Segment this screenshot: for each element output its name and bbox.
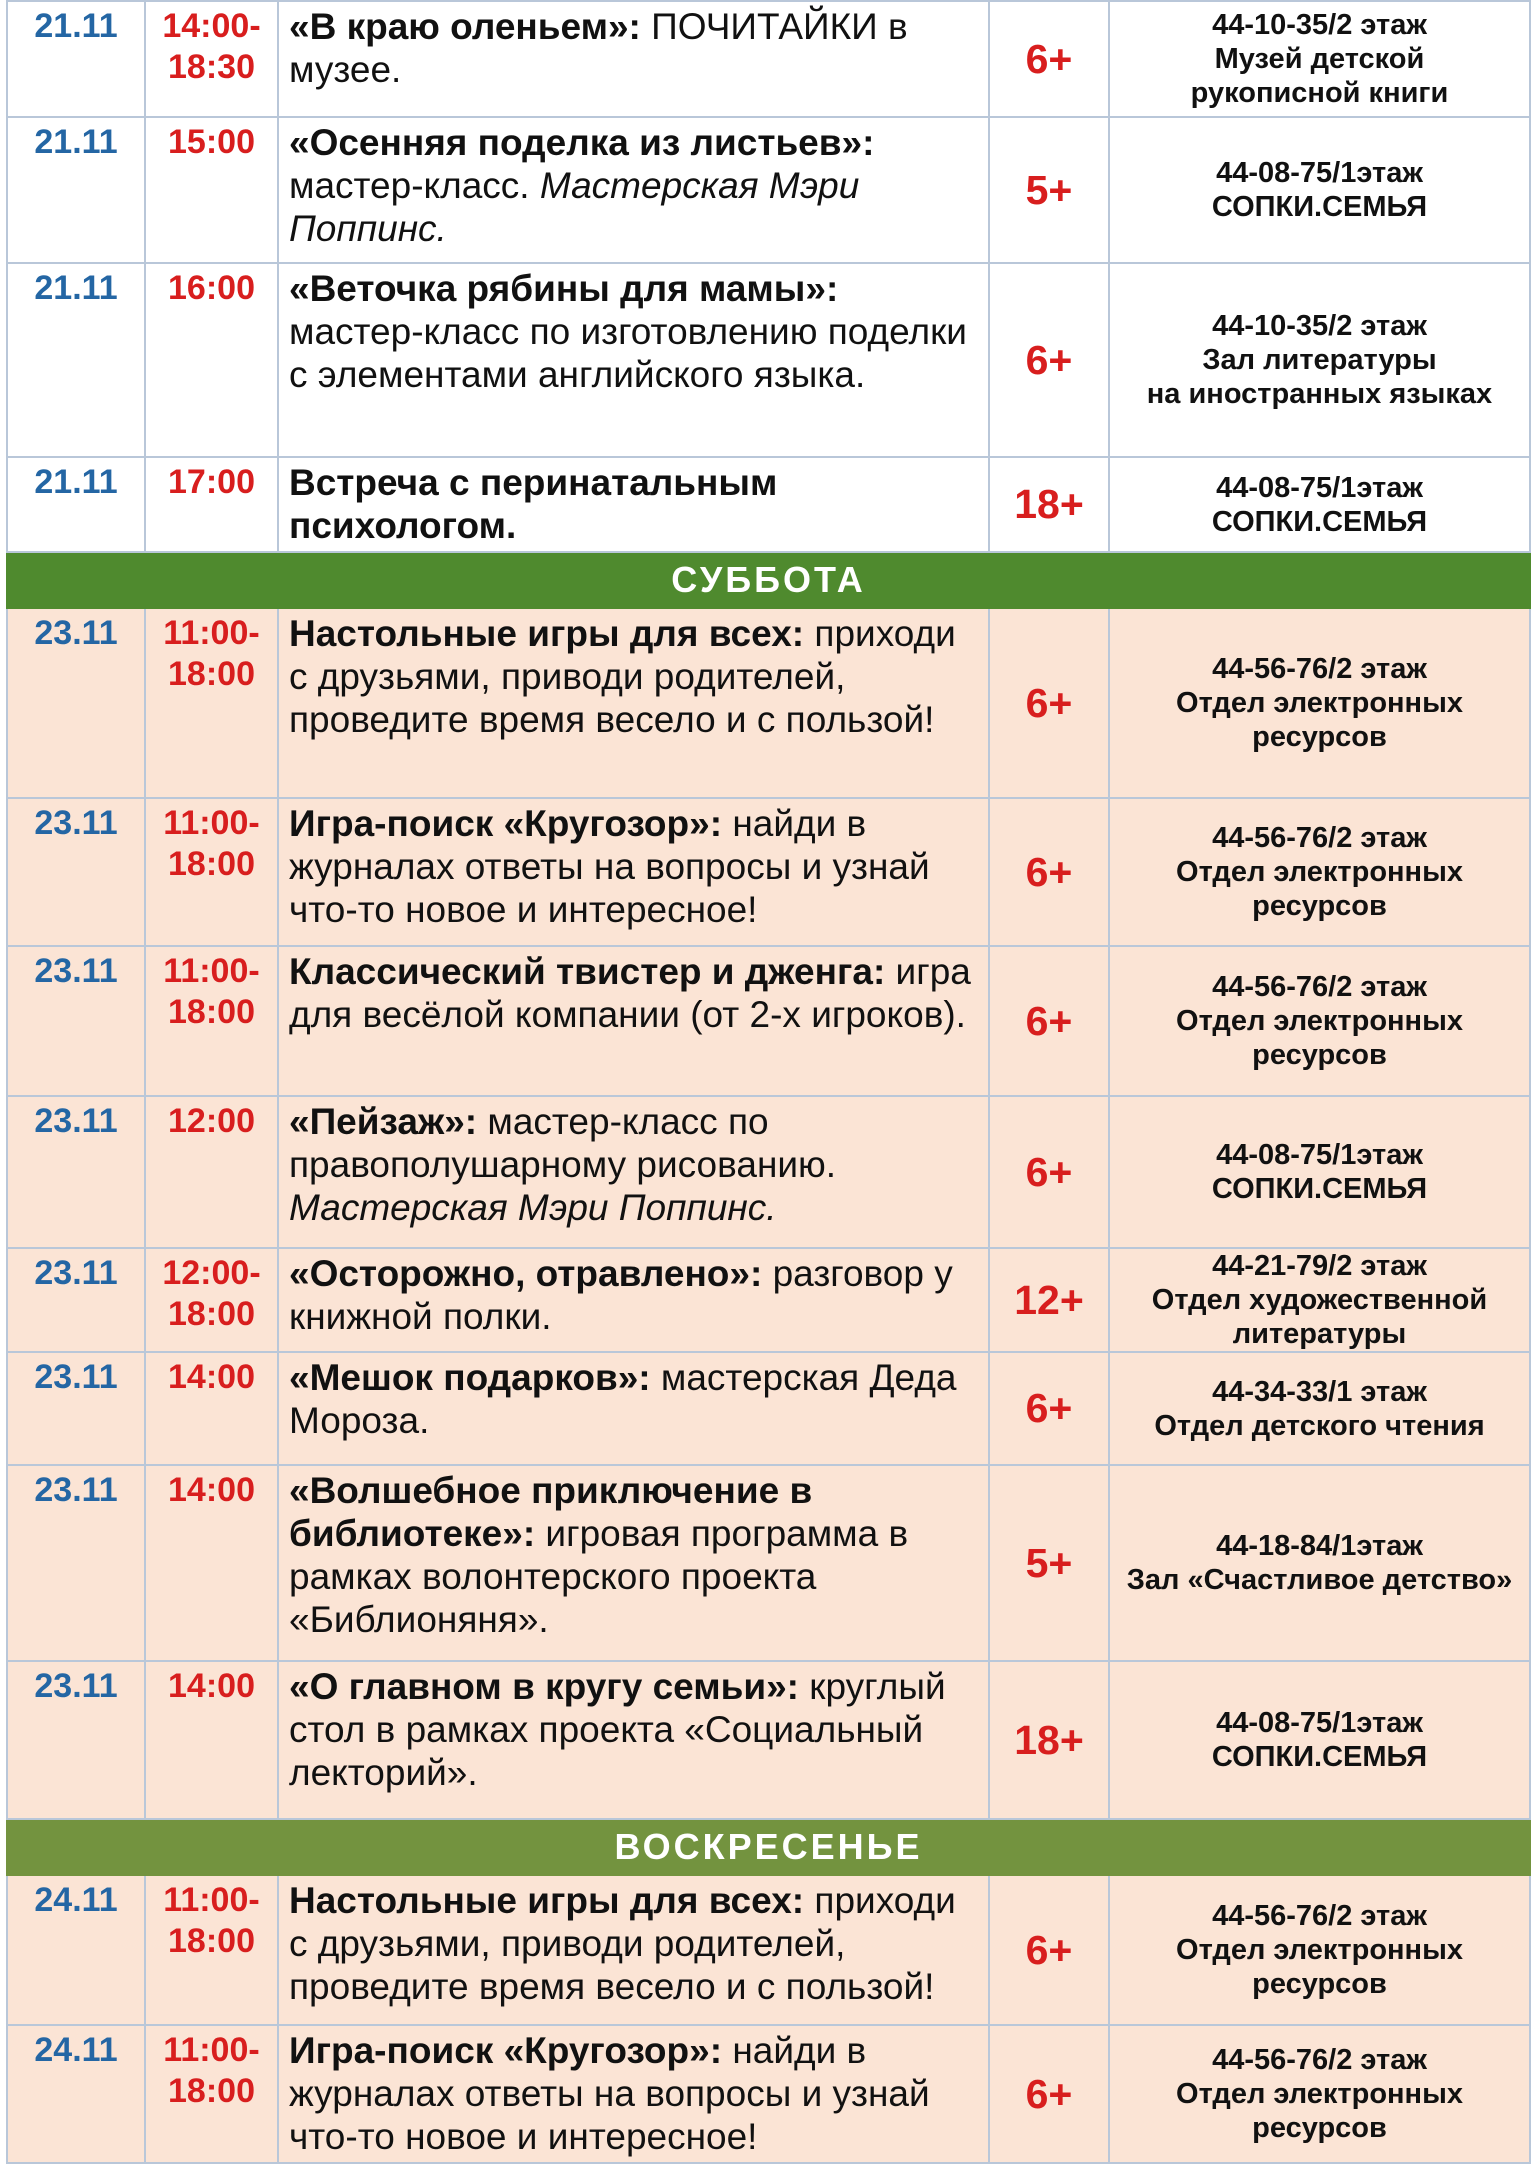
event-time-line: 14:00 — [168, 1471, 255, 1509]
event-row — [7, 457, 1530, 552]
event-row — [7, 946, 1530, 1096]
event-time-line: 11:00- — [163, 1881, 260, 1919]
event-title: Настольные игры для всех: — [289, 1880, 805, 1921]
event-row — [7, 2025, 1530, 2163]
event-text: игра для весёлой компании (от 2-х игроков). — [289, 951, 971, 1035]
location-line: СОПКИ.СЕМЬЯ — [1211, 505, 1428, 538]
event-time — [145, 608, 278, 798]
event-title: Классический твистер и дженга: — [289, 951, 886, 992]
event-time-line: 12:00- — [162, 1254, 261, 1292]
event-time — [145, 1096, 278, 1248]
day-header-sunday-label: ВОСКРЕСЕНЬЕ — [7, 1819, 1530, 1875]
event-date: 21.11 — [7, 117, 145, 263]
event-text: приходи с друзьями, приводи родителей, проведите время весело и с пользой! — [289, 613, 956, 740]
event-location — [1109, 1096, 1530, 1248]
event-description — [278, 1352, 989, 1465]
event-time — [145, 798, 278, 946]
event-text: круглый стол в рамках проекта «Социальный лекторий». — [289, 1666, 946, 1793]
day-header-sunday — [7, 1819, 1530, 1875]
event-time — [145, 1248, 278, 1352]
event-location — [1109, 1875, 1530, 2025]
schedule-page — [6, 0, 1529, 2164]
event-row — [7, 1661, 1530, 1819]
event-row — [7, 117, 1530, 263]
event-time-line: 11:00- — [163, 614, 260, 652]
location-line: Музей детской — [1214, 43, 1425, 75]
location-line: СОПКИ.СЕМЬЯ — [1211, 1741, 1428, 1773]
event-time-line: 14:00- — [162, 7, 261, 45]
event-time-line: 12:00 — [168, 1102, 255, 1140]
event-text: найди в журналах ответы на вопросы и узнай что-то новое и интересное! — [289, 2030, 930, 2157]
event-text: ПОЧИТАЙКИ в музее. — [289, 6, 908, 90]
event-title: Игра-поиск «Кругозор»: — [289, 2030, 723, 2071]
event-date: 23.11 — [7, 1096, 145, 1248]
age-rating: 5+ — [989, 1465, 1109, 1661]
event-text: мастер-класс по правополушарному рисованию. — [289, 1101, 837, 1185]
event-title: «Веточка рябины для мамы»: — [289, 268, 839, 309]
age-rating: 6+ — [989, 798, 1109, 946]
event-description — [278, 1248, 989, 1352]
event-time-line: 11:00- — [163, 804, 260, 842]
event-description — [278, 946, 989, 1096]
event-date: 21.11 — [7, 457, 145, 552]
age-rating: 18+ — [989, 457, 1109, 552]
event-description — [278, 1875, 989, 2025]
event-date: 23.11 — [7, 1661, 145, 1819]
location-line: Отдел электронных — [1176, 856, 1463, 888]
event-location — [1109, 798, 1530, 946]
location-line: 44-56-76/2 этаж — [1212, 971, 1427, 1003]
event-title: Настольные игры для всех: — [289, 613, 805, 654]
event-location — [1109, 608, 1530, 798]
event-description — [278, 1, 989, 117]
location-line: 44-21-79/2 этаж — [1212, 1250, 1427, 1282]
event-title: «Волшебное приключение в библиотеке»: — [289, 1470, 813, 1554]
event-text: мастерская Деда Мороза. — [289, 1357, 957, 1441]
event-date: 24.11 — [7, 2025, 145, 2163]
age-rating: 12+ — [989, 1248, 1109, 1352]
event-time — [145, 117, 278, 263]
location-line: на иностранных языках — [1146, 378, 1493, 410]
location-line: ресурсов — [1252, 2112, 1387, 2144]
event-row — [7, 1875, 1530, 2025]
event-text: мастер-класс. — [289, 165, 540, 206]
event-time-line: 18:30 — [168, 48, 255, 86]
location-line: 44-34-33/1 этаж — [1212, 1375, 1427, 1408]
location-line: ресурсов — [1252, 1968, 1387, 2000]
age-rating: 6+ — [989, 263, 1109, 457]
location-line: 44-56-76/2 этаж — [1212, 653, 1427, 685]
event-title: «О главном в кругу семьи»: — [289, 1666, 799, 1707]
event-time-line: 18:00 — [168, 1295, 255, 1333]
event-time — [145, 1661, 278, 1819]
location-line: литературы — [1232, 1318, 1407, 1350]
location-line: Отдел электронных — [1176, 2078, 1463, 2110]
event-location — [1109, 1, 1530, 117]
event-location — [1109, 117, 1530, 263]
event-text: мастер-класс по изготовлению поделки с элементами английского языка. — [289, 311, 967, 395]
location-line: Зал литературы — [1202, 344, 1437, 376]
event-location — [1109, 1661, 1530, 1819]
event-time-line: 16:00 — [168, 269, 255, 307]
day-header-saturday — [7, 552, 1530, 608]
event-time — [145, 1465, 278, 1661]
location-line: 44-08-75/1этаж — [1216, 471, 1423, 504]
event-description — [278, 1661, 989, 1819]
event-description — [278, 1096, 989, 1248]
event-date: 23.11 — [7, 798, 145, 946]
event-time-line: 18:00 — [168, 1922, 255, 1960]
location-line: Отдел художественной — [1151, 1284, 1488, 1316]
location-line: Отдел электронных — [1176, 687, 1463, 719]
event-title: Встреча с перинатальным психологом. — [289, 462, 778, 546]
location-line: 44-08-75/1этаж — [1216, 157, 1423, 189]
day-header-saturday-label: СУББОТА — [7, 552, 1530, 608]
event-description — [278, 457, 989, 552]
event-date: 23.11 — [7, 946, 145, 1096]
location-line: СОПКИ.СЕМЬЯ — [1211, 1173, 1428, 1205]
event-title: «В краю оленьем»: — [289, 6, 641, 47]
age-rating: 6+ — [989, 1096, 1109, 1248]
event-title: «Пейзаж»: — [289, 1101, 478, 1142]
event-date: 23.11 — [7, 1248, 145, 1352]
event-date: 23.11 — [7, 1352, 145, 1465]
event-date: 23.11 — [7, 608, 145, 798]
event-date: 23.11 — [7, 1465, 145, 1661]
event-title: «Мешок подарков»: — [289, 1357, 651, 1398]
age-rating: 18+ — [989, 1661, 1109, 1819]
location-line: 44-56-76/2 этаж — [1212, 822, 1427, 854]
age-rating: 6+ — [989, 946, 1109, 1096]
event-location — [1109, 2025, 1530, 2163]
event-time-line: 11:00- — [163, 952, 260, 990]
location-line: 44-08-75/1этаж — [1216, 1707, 1423, 1739]
event-date: 21.11 — [7, 1, 145, 117]
event-description — [278, 117, 989, 263]
event-title: «Осторожно, отравлено»: — [289, 1253, 763, 1294]
event-venue-note: Мастерская Мэри Поппинс. — [289, 1187, 777, 1228]
event-location — [1109, 1248, 1530, 1352]
location-line: рукописной книги — [1190, 77, 1449, 109]
event-time-line: 14:00 — [168, 1358, 255, 1396]
event-row — [7, 1, 1530, 117]
event-time-line: 17:00 — [168, 463, 255, 501]
event-description — [278, 1465, 989, 1661]
event-description — [278, 2025, 989, 2163]
location-line: 44-08-75/1этаж — [1216, 1139, 1423, 1171]
event-time — [145, 1875, 278, 2025]
event-date: 24.11 — [7, 1875, 145, 2025]
event-time — [145, 2025, 278, 2163]
event-time-line: 18:00 — [168, 655, 255, 693]
event-time — [145, 1352, 278, 1465]
location-line: 44-10-35/2 этаж — [1212, 9, 1427, 41]
location-line: Отдел электронных — [1176, 1934, 1463, 1966]
event-description — [278, 263, 989, 457]
event-time-line: 15:00 — [168, 123, 255, 161]
event-location — [1109, 457, 1530, 552]
event-location — [1109, 946, 1530, 1096]
event-location — [1109, 1352, 1530, 1465]
event-time — [145, 1, 278, 117]
event-venue-note: Мастерская Мэри Поппинс. — [289, 165, 860, 249]
age-rating: 6+ — [989, 1352, 1109, 1465]
event-text: найди в журналах ответы на вопросы и узнай что-то новое и интересное! — [289, 803, 930, 930]
event-text: игровая программа в рамках волонтерского проекта «Библионяня». — [289, 1513, 909, 1640]
location-line: Отдел электронных — [1176, 1005, 1463, 1037]
event-description — [278, 608, 989, 798]
event-time — [145, 263, 278, 457]
event-row — [7, 608, 1530, 798]
event-time-line: 18:00 — [168, 845, 255, 883]
event-row — [7, 1465, 1530, 1661]
event-time-line: 18:00 — [168, 2072, 255, 2110]
event-time-line: 14:00 — [168, 1667, 255, 1705]
location-line: 44-56-76/2 этаж — [1212, 1900, 1427, 1932]
age-rating: 6+ — [989, 1, 1109, 117]
event-title: «Осенняя поделка из листьев»: — [289, 122, 875, 163]
age-rating: 6+ — [989, 1875, 1109, 2025]
event-row — [7, 798, 1530, 946]
location-line: Зал «Счастливое детство» — [1126, 1564, 1513, 1596]
location-line: ресурсов — [1252, 721, 1387, 753]
event-row — [7, 1096, 1530, 1248]
event-text: приходи с друзьями, приводи родителей, проведите время весело и с пользой! — [289, 1880, 956, 2007]
schedule-body — [7, 1, 1530, 2163]
age-rating: 6+ — [989, 2025, 1109, 2163]
event-time — [145, 457, 278, 552]
event-time-line: 18:00 — [168, 993, 255, 1031]
event-time-line: 11:00- — [163, 2031, 260, 2069]
age-rating: 5+ — [989, 117, 1109, 263]
event-title: Игра-поиск «Кругозор»: — [289, 803, 723, 844]
location-line: 44-10-35/2 этаж — [1212, 310, 1427, 342]
location-line: Отдел детского чтения — [1154, 1409, 1485, 1442]
location-line: 44-56-76/2 этаж — [1212, 2044, 1427, 2076]
event-text: разговор у книжной полки. — [289, 1253, 953, 1337]
event-row — [7, 263, 1530, 457]
location-line: СОПКИ.СЕМЬЯ — [1211, 191, 1428, 223]
event-row — [7, 1352, 1530, 1465]
age-rating: 6+ — [989, 608, 1109, 798]
event-description — [278, 798, 989, 946]
event-time — [145, 946, 278, 1096]
location-line: 44-18-84/1этаж — [1216, 1530, 1423, 1562]
schedule-table — [6, 0, 1531, 2164]
location-line: ресурсов — [1252, 890, 1387, 922]
event-row — [7, 1248, 1530, 1352]
event-date: 21.11 — [7, 263, 145, 457]
event-location — [1109, 263, 1530, 457]
event-location — [1109, 1465, 1530, 1661]
location-line: ресурсов — [1252, 1039, 1387, 1071]
